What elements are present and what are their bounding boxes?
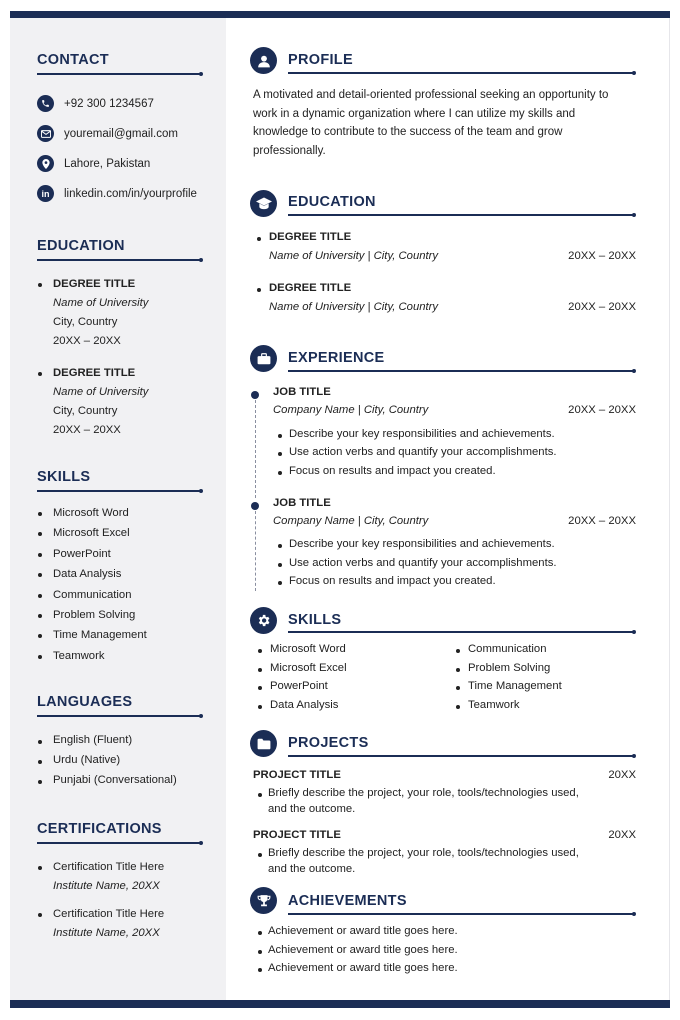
company-details: Company Name | City, Country bbox=[273, 515, 429, 527]
timeline-line bbox=[255, 400, 256, 498]
skill-item: Time Management bbox=[468, 680, 562, 692]
job-bullet: Focus on results and impact you created. bbox=[289, 465, 496, 477]
bullet-dot bbox=[278, 452, 282, 456]
contact-heading: CONTACT bbox=[37, 52, 109, 68]
skill-item: Teamwork bbox=[468, 699, 520, 711]
education-years: 20XX – 20XX bbox=[568, 250, 636, 262]
job-years: 20XX – 20XX bbox=[568, 515, 636, 527]
bullet-dot bbox=[278, 434, 282, 438]
certification-item bbox=[37, 905, 164, 943]
achievement-item: Achievement or award title goes here. bbox=[268, 925, 458, 937]
list-item: Communication bbox=[37, 585, 147, 605]
list-item: Punjabi (Conversational) bbox=[37, 771, 177, 791]
bullet-dot bbox=[258, 931, 262, 935]
university-name: Name of University bbox=[53, 297, 149, 309]
bullet-dot bbox=[278, 581, 282, 585]
job-bullet: Focus on results and impact you created. bbox=[289, 575, 496, 587]
education-years: 20XX – 20XX bbox=[53, 335, 121, 347]
degree-title: DEGREE TITLE bbox=[269, 231, 352, 243]
list-item: Teamwork bbox=[37, 646, 147, 666]
sidebar-skills-divider bbox=[37, 490, 201, 492]
bullet-dot bbox=[456, 686, 460, 690]
education-divider bbox=[288, 214, 634, 216]
main-content bbox=[226, 18, 670, 1000]
profile-divider bbox=[288, 72, 634, 74]
list-item: PowerPoint bbox=[37, 544, 147, 564]
user-icon bbox=[250, 47, 277, 74]
profile-heading: PROFILE bbox=[288, 52, 353, 68]
top-accent-bar bbox=[10, 11, 670, 18]
sidebar-skills-list bbox=[37, 503, 147, 666]
sidebar-education-divider bbox=[37, 259, 201, 261]
skill-item: Problem Solving bbox=[468, 662, 551, 674]
sidebar-education-item bbox=[37, 364, 148, 440]
project-description: and the outcome. bbox=[268, 863, 356, 875]
experience-divider bbox=[288, 370, 634, 372]
linkedin-icon: in bbox=[37, 185, 54, 202]
projects-divider bbox=[288, 755, 634, 757]
achievements-heading: ACHIEVEMENTS bbox=[288, 893, 407, 909]
job-bullet: Use action verbs and quantify your accomplishments. bbox=[289, 557, 557, 569]
graduation-cap-icon bbox=[250, 190, 277, 217]
university-location: City, Country bbox=[53, 405, 118, 417]
bullet-dot bbox=[257, 288, 261, 292]
contact-email bbox=[37, 125, 178, 142]
certification-title: Certification Title Here bbox=[37, 905, 164, 924]
projects-heading: PROJECTS bbox=[288, 735, 369, 751]
skill-item: Data Analysis bbox=[270, 699, 339, 711]
skill-item: PowerPoint bbox=[270, 680, 328, 692]
contact-email-text[interactable]: youremail@gmail.com bbox=[64, 127, 178, 140]
languages-heading: LANGUAGES bbox=[37, 694, 133, 710]
skills-heading: SKILLS bbox=[288, 612, 342, 628]
bullet-dot bbox=[258, 950, 262, 954]
contact-phone bbox=[37, 95, 154, 112]
bullet-dot bbox=[456, 705, 460, 709]
list-item: Time Management bbox=[37, 625, 147, 645]
timeline-dot bbox=[251, 391, 259, 399]
bullet-dot bbox=[258, 705, 262, 709]
bullet-dot bbox=[258, 686, 262, 690]
contact-linkedin-text[interactable]: linkedin.com/in/yourprofile bbox=[64, 187, 197, 200]
certification-institute: Institute Name, 20XX bbox=[53, 880, 160, 892]
achievement-item: Achievement or award title goes here. bbox=[268, 962, 458, 974]
contact-location bbox=[37, 155, 150, 172]
job-bullet: Use action verbs and quantify your accomplishments. bbox=[289, 446, 557, 458]
project-year: 20XX bbox=[608, 769, 636, 781]
project-description: Briefly describe the project, your role, tools/technologies used, bbox=[268, 847, 579, 859]
sidebar-education-item bbox=[37, 275, 148, 351]
folder-icon bbox=[250, 730, 277, 757]
achievements-divider bbox=[288, 913, 634, 915]
certification-item bbox=[37, 858, 164, 896]
bullet-dot bbox=[278, 471, 282, 475]
university-name: Name of University bbox=[53, 386, 149, 398]
resume-page bbox=[10, 18, 670, 1000]
degree-title: DEGREE TITLE bbox=[37, 275, 148, 294]
sidebar bbox=[10, 18, 226, 1000]
skill-item: Communication bbox=[468, 643, 547, 655]
project-year: 20XX bbox=[608, 829, 636, 841]
bullet-dot bbox=[258, 668, 262, 672]
contact-location-text: Lahore, Pakistan bbox=[64, 157, 151, 170]
certifications-divider bbox=[37, 842, 201, 844]
bullet-dot bbox=[278, 563, 282, 567]
job-bullet: Describe your key responsibilities and achievements. bbox=[289, 428, 555, 440]
sidebar-skills-heading: SKILLS bbox=[37, 469, 91, 485]
degree-title: DEGREE TITLE bbox=[37, 364, 148, 383]
project-description: Briefly describe the project, your role, tools/technologies used, bbox=[268, 787, 579, 799]
certification-institute: Institute Name, 20XX bbox=[53, 927, 160, 939]
job-title: JOB TITLE bbox=[273, 386, 331, 398]
bullet-dot bbox=[456, 668, 460, 672]
certifications-heading: CERTIFICATIONS bbox=[37, 821, 162, 837]
phone-icon bbox=[37, 95, 54, 112]
skills-divider bbox=[288, 631, 634, 633]
email-icon bbox=[37, 125, 54, 142]
job-title: JOB TITLE bbox=[273, 497, 331, 509]
bullet-dot bbox=[456, 649, 460, 653]
profile-summary: A motivated and detail-oriented professional seeking an opportunity to work in a dynamic organization where I can utilize my skills and knowledge to contribute to the success of the team and grow professionally. bbox=[253, 89, 609, 157]
list-item: English (Fluent) bbox=[37, 731, 177, 751]
bullet-dot bbox=[258, 793, 262, 797]
timeline-line bbox=[255, 511, 256, 591]
timeline-dot bbox=[251, 502, 259, 510]
languages-list bbox=[37, 731, 177, 790]
skill-item: Microsoft Word bbox=[270, 643, 346, 655]
university-details: Name of University | City, Country bbox=[269, 301, 439, 313]
list-item: Problem Solving bbox=[37, 605, 147, 625]
languages-divider bbox=[37, 715, 201, 717]
list-item: Microsoft Word bbox=[37, 503, 147, 523]
job-years: 20XX – 20XX bbox=[568, 404, 636, 416]
experience-heading: EXPERIENCE bbox=[288, 350, 385, 366]
gear-icon bbox=[250, 607, 277, 634]
bullet-dot bbox=[258, 968, 262, 972]
degree-title: DEGREE TITLE bbox=[269, 282, 352, 294]
education-heading: EDUCATION bbox=[288, 194, 376, 210]
university-details: Name of University | City, Country bbox=[269, 250, 439, 262]
contact-phone-text: +92 300 1234567 bbox=[64, 97, 154, 110]
list-item: Urdu (Native) bbox=[37, 751, 177, 771]
list-item: Data Analysis bbox=[37, 564, 147, 584]
contact-linkedin bbox=[37, 185, 197, 202]
certification-title: Certification Title Here bbox=[37, 858, 164, 877]
contact-divider bbox=[37, 73, 201, 75]
education-years: 20XX – 20XX bbox=[568, 301, 636, 313]
university-location: City, Country bbox=[53, 316, 118, 328]
bottom-accent-bar bbox=[10, 1000, 670, 1008]
project-title: PROJECT TITLE bbox=[253, 829, 341, 841]
bullet-dot bbox=[258, 853, 262, 857]
skill-item: Microsoft Excel bbox=[270, 662, 347, 674]
company-details: Company Name | City, Country bbox=[273, 404, 429, 416]
briefcase-icon bbox=[250, 345, 277, 372]
location-icon bbox=[37, 155, 54, 172]
project-description: and the outcome. bbox=[268, 803, 356, 815]
bullet-dot bbox=[278, 544, 282, 548]
bullet-dot bbox=[257, 237, 261, 241]
job-bullet: Describe your key responsibilities and achievements. bbox=[289, 538, 555, 550]
bullet-dot bbox=[258, 649, 262, 653]
achievement-item: Achievement or award title goes here. bbox=[268, 944, 458, 956]
sidebar-education-heading: EDUCATION bbox=[37, 238, 125, 254]
list-item: Microsoft Excel bbox=[37, 523, 147, 543]
education-years: 20XX – 20XX bbox=[53, 424, 121, 436]
project-title: PROJECT TITLE bbox=[253, 769, 341, 781]
trophy-icon bbox=[250, 887, 277, 914]
